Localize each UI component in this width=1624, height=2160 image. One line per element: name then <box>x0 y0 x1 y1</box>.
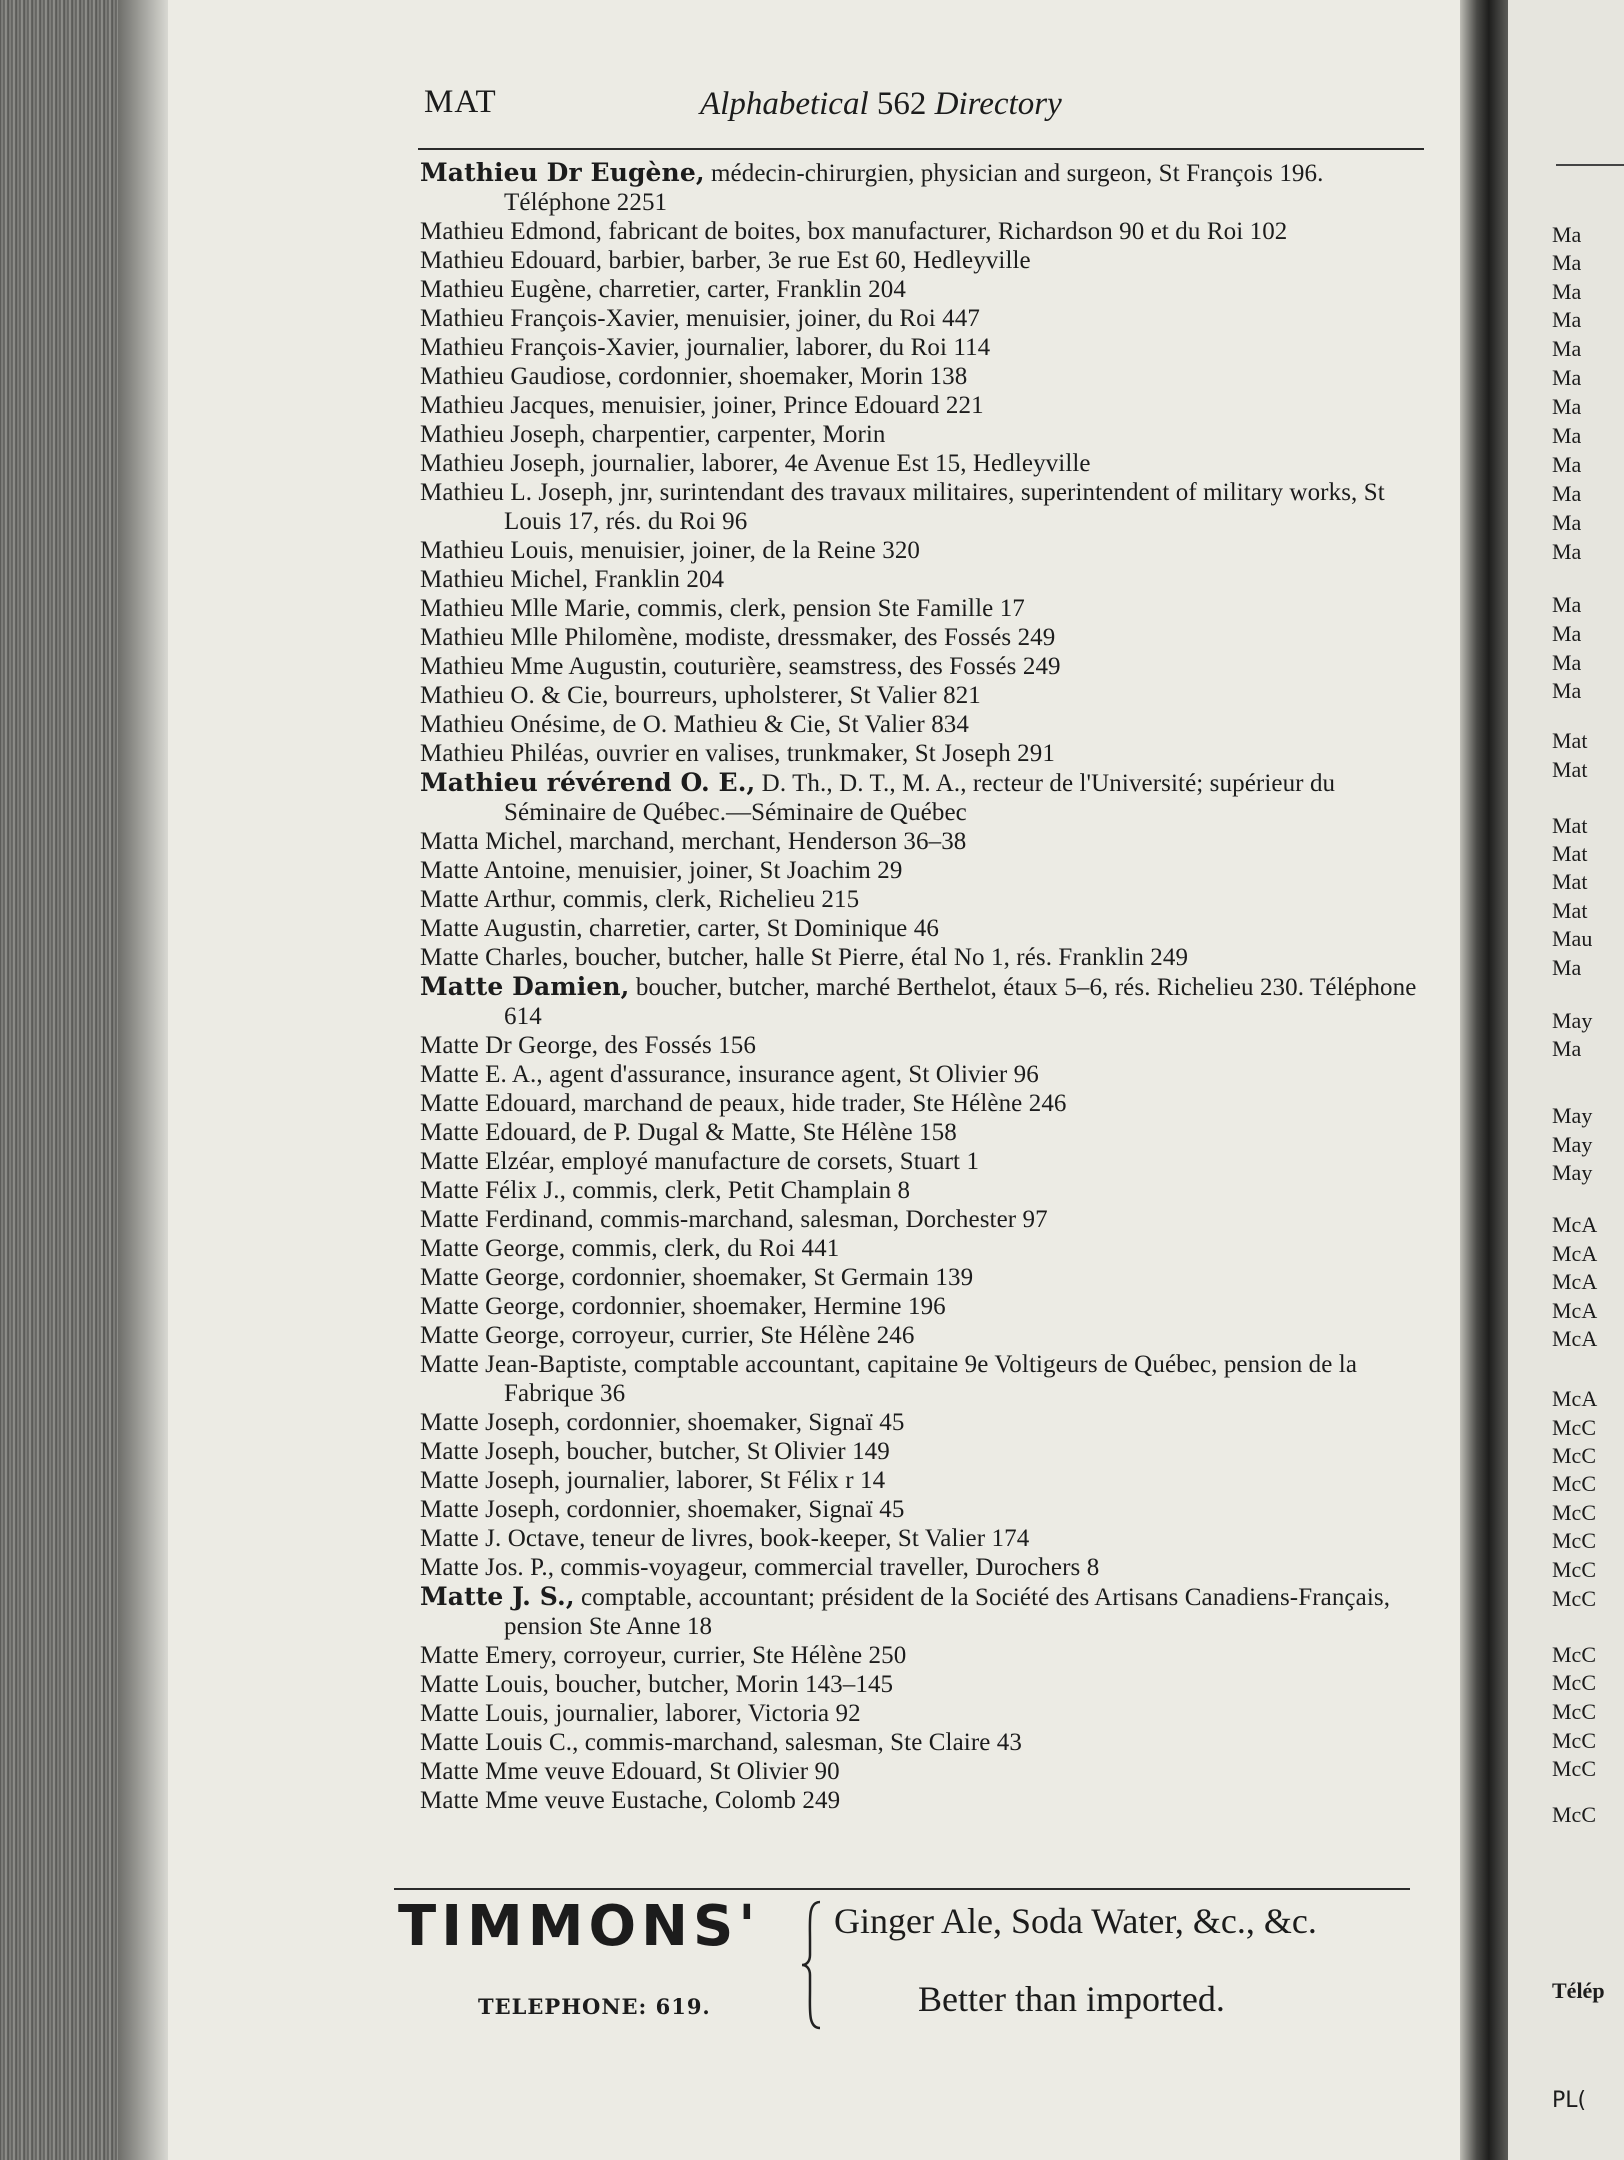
entry-name: Matte E. A., <box>420 1061 543 1088</box>
entry-name: Matte Joseph, <box>420 1409 561 1436</box>
entry-details: boucher, butcher, marché Berthelot, étaux 5–6, rés. Richelieu 230. Téléphone 614 <box>504 974 1417 1030</box>
entry-name: Matte George, <box>420 1293 566 1320</box>
entry-name: Mathieu Jacques, <box>420 392 596 419</box>
entry-details: corroyeur, currier, Ste Hélène 246 <box>565 1322 915 1349</box>
directory-entry <box>420 1234 1426 1263</box>
entry-name: Mathieu Joseph, <box>420 450 586 477</box>
entry-details: de P. Dugal & Matte, Ste Hélène 158 <box>576 1119 957 1146</box>
entry-name: Mathieu Philéas, <box>420 740 590 767</box>
entry-name: Matte Mme veuve Edouard, <box>420 1758 703 1785</box>
header-key: MAT <box>424 84 497 120</box>
facing-page-line: Mat <box>1552 841 1588 866</box>
entry-name: Matte Dr George, <box>420 1032 599 1059</box>
directory-entry <box>420 1147 1426 1176</box>
facing-page-line: Ma <box>1552 222 1582 247</box>
entry-details: cordonnier, shoemaker, St Germain 139 <box>565 1264 974 1291</box>
directory-entry <box>420 246 1426 275</box>
entry-details: boucher, butcher, St Olivier 149 <box>560 1438 890 1465</box>
directory-entry <box>420 158 1426 217</box>
directory-entry <box>420 914 1426 943</box>
header-title-b: Directory <box>934 86 1062 122</box>
entry-name: Matte J. S., <box>420 1582 575 1611</box>
directory-entry <box>420 478 1426 536</box>
facing-page-bottom-a: Télép <box>1552 1978 1605 2003</box>
facing-page-line: Ma <box>1552 510 1582 535</box>
header-rule <box>418 148 1424 150</box>
directory-entry <box>420 217 1426 246</box>
entry-name: Mathieu Mme Augustin, <box>420 653 668 680</box>
facing-page-line: Ma <box>1552 394 1582 419</box>
entry-details: modiste, dressmaker, des Fossés 249 <box>678 624 1056 651</box>
entry-name: Mathieu François-Xavier, <box>420 305 680 332</box>
entry-name: Mathieu Edouard, <box>420 247 603 274</box>
entry-name: Mathieu Eugène, <box>420 276 593 303</box>
entry-details: cordonnier, shoemaker, Signaï 45 <box>560 1496 905 1523</box>
entry-details: médecin-chirurgien, physician and surgeon, St François 196. Téléphone 2251 <box>504 160 1324 216</box>
entry-details: agent d'assurance, insurance agent, St Olivier 96 <box>542 1061 1039 1088</box>
entry-details: comptable, accountant; président de la Société des Artisans Canadiens-Français, pension Ste Anne 18 <box>504 1584 1391 1640</box>
directory-entry <box>420 1495 1426 1524</box>
entry-details: teneur de livres, book-keeper, St Valier 174 <box>585 1525 1030 1552</box>
advert-rule <box>394 1888 1410 1890</box>
facing-page-line: McC <box>1552 1756 1596 1781</box>
facing-page-line: McC <box>1552 1415 1596 1440</box>
advert-line-2: Better than imported. <box>918 1979 1225 2019</box>
directory-entry <box>420 1641 1426 1670</box>
facing-page-line: McA <box>1552 1269 1598 1294</box>
entry-name: Mathieu Mlle Marie, <box>420 595 631 622</box>
entry-details: commis-marchand, salesman, Dorchester 97 <box>593 1206 1048 1233</box>
entry-details: jnr, surintendant des travaux militaires, superintendent of military works, St Louis 17, rés. du Roi 96 <box>504 479 1385 535</box>
facing-page-line: McC <box>1552 1528 1596 1553</box>
facing-page-line: Ma <box>1552 279 1582 304</box>
directory-entry <box>420 1553 1426 1582</box>
directory-entry <box>420 1786 1426 1815</box>
entry-details: corroyeur, currier, Ste Hélène 250 <box>557 1642 907 1669</box>
facing-page-line: Ma <box>1552 539 1582 564</box>
facing-page-line: Ma <box>1552 307 1582 332</box>
facing-page-line: Ma <box>1552 1036 1582 1061</box>
facing-page-line: Ma <box>1552 452 1582 477</box>
directory-entry <box>420 1321 1426 1350</box>
book-edge-shadow <box>118 0 168 2160</box>
entry-name: Matte Félix J., <box>420 1177 566 1204</box>
directory-entry <box>420 1408 1426 1437</box>
entry-details: de O. Mathieu & Cie, St Valier 834 <box>606 711 969 738</box>
facing-page-line: Ma <box>1552 955 1582 980</box>
entry-details: marchand, merchant, Henderson 36–38 <box>562 828 967 855</box>
directory-entry <box>420 565 1426 594</box>
facing-page-line: May <box>1552 1103 1593 1128</box>
facing-page-line: McA <box>1552 1241 1598 1266</box>
advert-brand: TIMMONS' <box>398 1894 761 1959</box>
directory-entry <box>420 1089 1426 1118</box>
entry-name: Matte Elzéar, <box>420 1148 555 1175</box>
entry-details: comptable accountant, capitaine 9e Voltigeurs de Québec, pension de la Fabrique 36 <box>504 1351 1358 1407</box>
directory-entry <box>420 768 1426 827</box>
directory-entry <box>420 681 1426 710</box>
directory-entry <box>420 1466 1426 1495</box>
entry-name: Matte Charles, <box>420 944 569 971</box>
entry-details: cordonnier, shoemaker, Morin 138 <box>611 363 968 390</box>
entry-details: barbier, barber, 3e rue Est 60, Hedleyville <box>602 247 1031 274</box>
directory-entry <box>420 449 1426 478</box>
facing-page-line: Ma <box>1552 336 1582 361</box>
entry-details: journalier, laborer, 4e Avenue Est 15, Hedleyville <box>585 450 1091 477</box>
directory-entry <box>420 652 1426 681</box>
facing-page-line: Ma <box>1552 250 1582 275</box>
entry-name: Mathieu Michel, <box>420 566 589 593</box>
brace-icon <box>800 1900 822 2030</box>
facing-page-line: McA <box>1552 1326 1598 1351</box>
entry-name: Matte Augustin, <box>420 915 583 942</box>
facing-page-line: McC <box>1552 1557 1596 1582</box>
facing-page-line: McC <box>1552 1802 1596 1827</box>
directory-entry <box>420 1670 1426 1699</box>
facing-page-line: McA <box>1552 1386 1598 1411</box>
directory-entry <box>420 1263 1426 1292</box>
entry-name: Matte Joseph, <box>420 1467 561 1494</box>
directory-entry <box>420 1728 1426 1757</box>
facing-page-line: McC <box>1552 1500 1596 1525</box>
entry-details: marchand de peaux, hide trader, Ste Hélène 246 <box>576 1090 1067 1117</box>
entry-details: des Fossés 156 <box>598 1032 756 1059</box>
entry-name: Mathieu Louis, <box>420 537 575 564</box>
directory-entry <box>420 1205 1426 1234</box>
facing-page-line: Ma <box>1552 423 1582 448</box>
facing-page-line: McA <box>1552 1298 1598 1323</box>
entry-name: Mathieu Gaudiose, <box>420 363 612 390</box>
facing-page-line: Ma <box>1552 621 1582 646</box>
entry-name: Matte Jean-Baptiste, <box>420 1351 628 1378</box>
entry-name: Matte George, <box>420 1322 566 1349</box>
entry-name: Matte Louis, <box>420 1700 549 1727</box>
directory-entry <box>420 1118 1426 1147</box>
entry-name: Mathieu O. & Cie, <box>420 682 609 709</box>
entry-details: cordonnier, shoemaker, Signaï 45 <box>560 1409 905 1436</box>
facing-page-line: McC <box>1552 1670 1596 1695</box>
entry-name: Mathieu Mlle Philomène, <box>420 624 679 651</box>
directory-entry <box>420 710 1426 739</box>
entry-name: Matte Ferdinand, <box>420 1206 594 1233</box>
facing-page-line: May <box>1552 1160 1593 1185</box>
directory-entry <box>420 943 1426 972</box>
facing-page-line: McC <box>1552 1699 1596 1724</box>
entry-details: cordonnier, shoemaker, Hermine 196 <box>565 1293 946 1320</box>
advert-phone: TELEPHONE: 619. <box>478 1994 711 2019</box>
entry-details: menuisier, joiner, St Joachim 29 <box>571 857 903 884</box>
facing-page-line: Ma <box>1552 481 1582 506</box>
advert-line-1: Ginger Ale, Soda Water, &c., &c. <box>834 1901 1317 1941</box>
entry-details: journalier, laborer, St Félix r 14 <box>560 1467 886 1494</box>
directory-entry <box>420 856 1426 885</box>
entry-name: Matte Antoine, <box>420 857 572 884</box>
entry-name: Mathieu révérend O. E., <box>420 768 756 797</box>
entry-name: Matte Jos. P., <box>420 1554 555 1581</box>
entry-name: Matte Damien, <box>420 972 630 1001</box>
facing-page-line: McC <box>1552 1642 1596 1667</box>
directory-entry <box>420 1031 1426 1060</box>
entry-name: Matte J. Octave, <box>420 1525 586 1552</box>
entry-details: Colomb 249 <box>708 1787 841 1814</box>
directory-entry <box>420 391 1426 420</box>
book-gutter <box>1460 0 1508 2160</box>
entry-name: Mathieu Dr Eugène, <box>420 158 705 187</box>
directory-entry <box>420 1292 1426 1321</box>
directory-entry <box>420 304 1426 333</box>
entry-name: Matte Louis C., <box>420 1729 579 1756</box>
entry-name: Mathieu L. Joseph, <box>420 479 614 506</box>
facing-page-fragment <box>1508 0 1624 2160</box>
entry-details: menuisier, joiner, de la Reine 320 <box>574 537 921 564</box>
facing-page-line: McA <box>1552 1212 1598 1237</box>
directory-entry <box>420 1582 1426 1641</box>
facing-page-line: May <box>1552 1132 1593 1157</box>
entry-name: Matte Joseph, <box>420 1496 561 1523</box>
directory-entry <box>420 623 1426 652</box>
entry-name: Matte Joseph, <box>420 1438 561 1465</box>
facing-page-line: Mat <box>1552 813 1588 838</box>
facing-page-rule <box>1556 164 1624 166</box>
entry-details: commis-voyageur, commercial traveller, Durochers 8 <box>554 1554 1100 1581</box>
entry-details: bourreurs, upholsterer, St Valier 821 <box>608 682 981 709</box>
facing-page-line: Mat <box>1552 757 1588 782</box>
directory-entry <box>420 1350 1426 1408</box>
entry-name: Mathieu Edmond, <box>420 218 603 245</box>
entry-details: employé manufacture de corsets, Stuart 1 <box>554 1148 980 1175</box>
entry-details: D. Th., D. T., M. A., recteur de l'Université; supérieur du Séminaire de Québec.—Séminaire de Québec <box>504 770 1336 826</box>
entry-details: commis, clerk, Petit Champlain 8 <box>565 1177 911 1204</box>
entry-details: commis, clerk, du Roi 441 <box>565 1235 840 1262</box>
facing-page-bottom-b: PL( <box>1552 2088 1587 2113</box>
directory-entry <box>420 594 1426 623</box>
header-title-a: Alphabetical <box>700 86 869 122</box>
entry-name: Matte George, <box>420 1235 566 1262</box>
facing-page-line: McC <box>1552 1728 1596 1753</box>
entry-details: ouvrier en valises, trunkmaker, St Joseph 291 <box>589 740 1055 767</box>
entry-name: Matte George, <box>420 1264 566 1291</box>
entry-details: boucher, butcher, Morin 143–145 <box>548 1671 894 1698</box>
directory-entry <box>420 536 1426 565</box>
directory-entry <box>420 1757 1426 1786</box>
entry-name: Matte Mme veuve Eustache, <box>420 1787 709 1814</box>
entry-details: commis, clerk, Richelieu 215 <box>556 886 860 913</box>
directory-entry <box>420 333 1426 362</box>
entry-name: Matte Emery, <box>420 1642 558 1669</box>
entry-details: charpentier, carpenter, Morin <box>585 421 886 448</box>
directory-entry <box>420 362 1426 391</box>
entry-details: charretier, carter, Franklin 204 <box>592 276 906 303</box>
facing-page-line: Ma <box>1552 650 1582 675</box>
entry-name: Matte Edouard, <box>420 1090 577 1117</box>
entry-details: commis, clerk, pension Ste Famille 17 <box>630 595 1025 622</box>
entry-name: Matta Michel, <box>420 828 563 855</box>
entry-details: couturière, seamstress, des Fossés 249 <box>667 653 1061 680</box>
facing-page-line: Ma <box>1552 365 1582 390</box>
directory-entry <box>420 1524 1426 1553</box>
directory-entry <box>420 1699 1426 1728</box>
directory-entries <box>420 158 1426 1815</box>
facing-page-line: Mat <box>1552 898 1588 923</box>
directory-entry <box>420 1060 1426 1089</box>
entry-details: menuisier, joiner, Prince Edouard 221 <box>595 392 984 419</box>
entry-details: commis-marchand, salesman, Ste Claire 43 <box>578 1729 1023 1756</box>
facing-page-line: Mat <box>1552 728 1588 753</box>
entry-details: menuisier, joiner, du Roi 447 <box>679 305 980 332</box>
entry-details: St Olivier 90 <box>702 1758 840 1785</box>
facing-page-line: Ma <box>1552 678 1582 703</box>
entry-details: Franklin 204 <box>588 566 725 593</box>
page-number: 562 <box>876 86 927 122</box>
header-title <box>700 86 1062 123</box>
entry-details: journalier, laborer, du Roi 114 <box>679 334 991 361</box>
facing-page-line: May <box>1552 1008 1593 1033</box>
entry-name: Matte Arthur, <box>420 886 557 913</box>
entry-name: Matte Edouard, <box>420 1119 577 1146</box>
facing-page-line: McC <box>1552 1443 1596 1468</box>
entry-details: charretier, carter, St Dominique 46 <box>582 915 939 942</box>
directory-entry <box>420 739 1426 768</box>
directory-entry <box>420 420 1426 449</box>
directory-entry <box>420 1176 1426 1205</box>
facing-page-line: Mat <box>1552 869 1588 894</box>
entry-name: Matte Louis, <box>420 1671 549 1698</box>
facing-page-line: McC <box>1552 1586 1596 1611</box>
entry-name: Mathieu Onésime, <box>420 711 607 738</box>
directory-entry <box>420 1437 1426 1466</box>
directory-entry <box>420 972 1426 1031</box>
directory-entry <box>420 827 1426 856</box>
facing-page-line: Mau <box>1552 926 1593 951</box>
entry-name: Mathieu Joseph, <box>420 421 586 448</box>
directory-entry <box>420 885 1426 914</box>
facing-page-line: Ma <box>1552 592 1582 617</box>
entry-name: Mathieu François-Xavier, <box>420 334 680 361</box>
entry-details: fabricant de boites, box manufacturer, Richardson 90 et du Roi 102 <box>602 218 1288 245</box>
entry-details: journalier, laborer, Victoria 92 <box>548 1700 861 1727</box>
facing-page-line: McC <box>1552 1471 1596 1496</box>
directory-entry <box>420 275 1426 304</box>
entry-details: boucher, butcher, halle St Pierre, étal No 1, rés. Franklin 249 <box>568 944 1189 971</box>
